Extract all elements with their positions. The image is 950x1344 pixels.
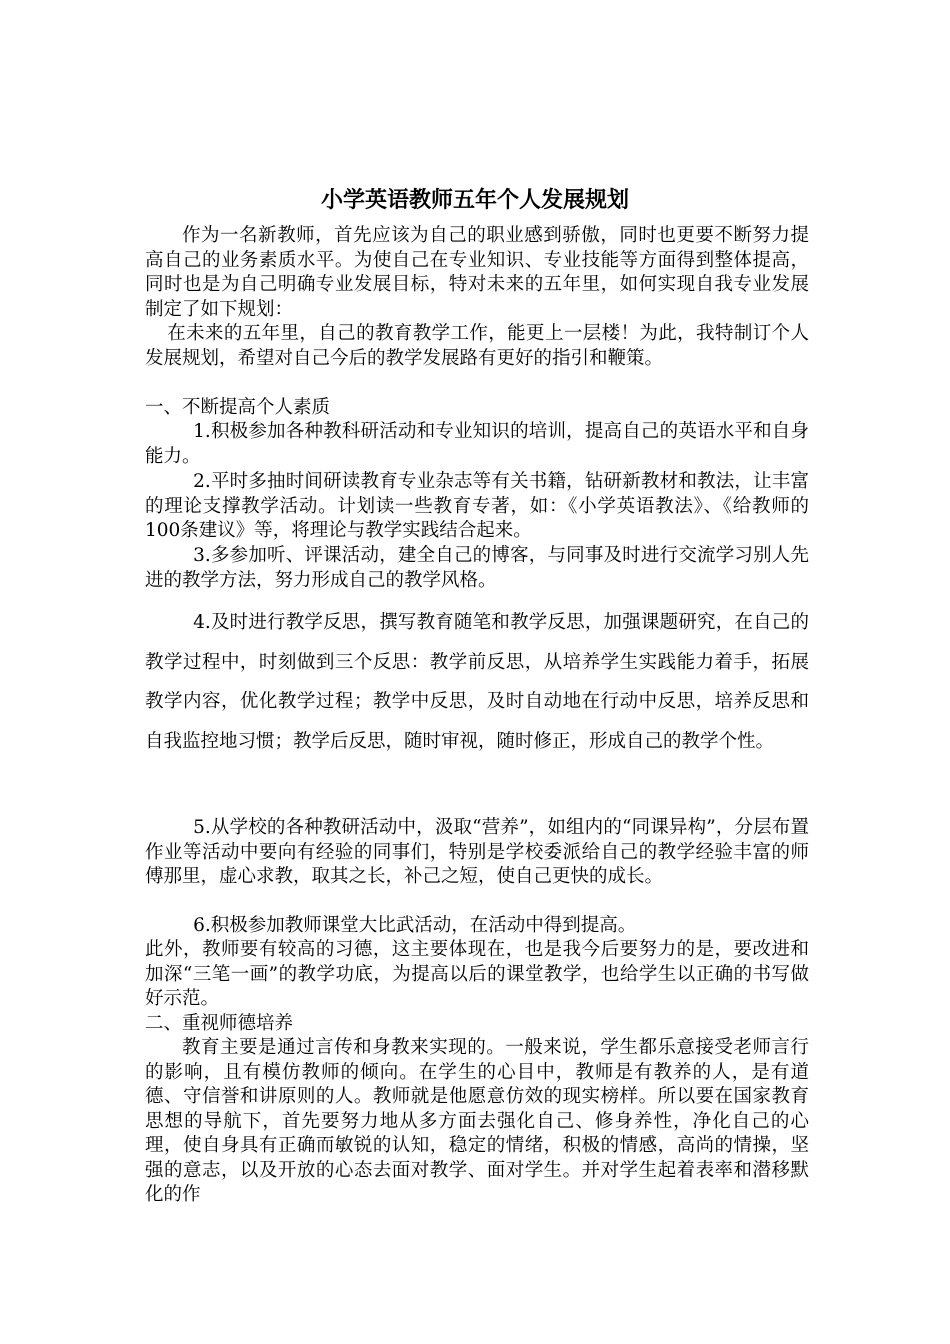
section-2-paragraph: 教育主要是通过言传和身教来实现的。一般来说，学生都乐意接受老师言行的影响，且有模仿教师的倾向。在学生的心目中，教师是有教养的人，是有道德、守信誉和讲原则的人。教师就是他愿意仿效的现实榜样。所以要在国家教育思想的导航下，首先要努力地从多方面去强化自己、修身养性，净化自己的心理，使自身具有正确而敏锐的认知，稳定的情绪，积极的情感，高尚的情操，坚强的意志，以及开放的心态去面对教学、面对学生。并对学生起着表率和潜移默化的作: [145, 1037, 809, 1205]
list-item-6: 6.积极参加教师课堂大比武活动，在活动中得到提高。: [193, 915, 637, 936]
section-1-heading: 一、不断提高个人素质: [145, 397, 331, 418]
intro-paragraph-1: 作为一名新教师，首先应该为自己的职业感到骄傲，同时也更要不断努力提高自己的业务素质水平。为使自己在专业知识、专业技能等方面得到整体提高，同时也是为自己明确专业发展目标，特对未来的五年里，如何实现自我专业发展制定了如下规划：: [145, 225, 809, 320]
list-item-4: 4.及时进行教学反思，撰写教育随笔和教学反思，加强课题研究，在自己的教学过程中，时刻做到三个反思：教学前反思，从培养学生实践能力着手，拓展教学内容，优化教学过程；教学中反思，及时自动地在行动中反思，培养反思和自我监控地习惯；教学后反思，随时审视，随时修正，形成自己的教学个性。: [145, 612, 809, 752]
list-item-5: 5.从学校的各种教研活动中，汲取“营养”，如组内的“同课异构”，分层布置作业等活动中要向有经验的同事们，特别是学校委派给自己的教学经验丰富的师傅那里，虚心求教，取其之长，补己之短，使自己更快的成长。: [145, 817, 809, 887]
intro-paragraph-2: 在未来的五年里，自己的教育教学工作，能更上一层楼！为此，我特制订个人发展规划，希望对自己今后的教学发展路有更好的指引和鞭策。: [145, 323, 809, 369]
section-2-heading: 二、重视师德培养: [145, 1013, 294, 1034]
list-item-3: 3.多参加听、评课活动，建全自己的博客，与同事及时进行交流学习别人先进的教学方法，努力形成自己的教学风格。: [145, 545, 809, 591]
extra-paragraph: 此外，教师要有较高的习德，这主要体现在，也是我今后要努力的是，要改进和加深“三笔一画”的教学功底，为提高以后的课堂教学，也给学生以正确的书写做好示范。: [145, 939, 809, 1009]
list-item-1: 1.积极参加各种教科研活动和专业知识的培训，提高自己的英语水平和自身能力。: [145, 421, 809, 467]
document-title: 小学英语教师五年个人发展规划: [320, 187, 629, 213]
list-item-2: 2.平时多抽时间研读教育专业杂志等有关书籍，钻研新教材和教法，让丰富的理论支撑教学活动。计划读一些教育专著，如：《小学英语教法》、《给教师的100条建议》等，将理论与教学实践结合起来。: [145, 471, 809, 541]
